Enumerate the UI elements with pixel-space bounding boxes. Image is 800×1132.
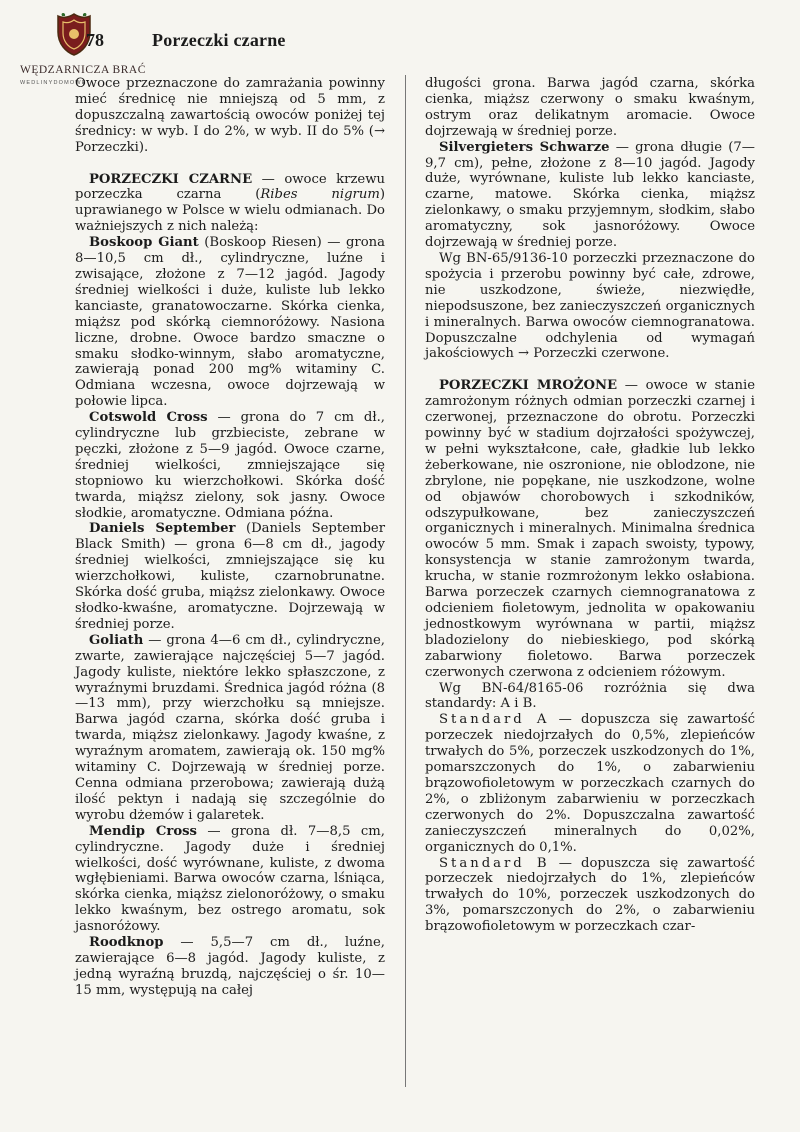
standard-a: [425, 712, 755, 855]
entry-heading: PORZECZKI MROŻONE: [439, 378, 618, 394]
paragraph-continuation: długości grona. Barwa jagód czarna, skórka cienka, miąższ czerwony o smaku kwaśnym, ostrym oraz delikatnym aromacie. Owoce dojrzewają w średniej porze.: [425, 76, 755, 139]
column-divider: [405, 75, 406, 1087]
variety-roodknop: [75, 935, 385, 999]
page-number: 78: [86, 30, 104, 50]
variety-goliath: [75, 633, 385, 824]
variety-boskoop-giant: [75, 235, 385, 410]
variety-name: Goliath: [89, 632, 144, 648]
variety-name: Roodknop: [89, 935, 164, 951]
paragraph-standard-bn64: Wg BN-64/8165-06 rozróżnia się dwa standardy: A i B.: [425, 680, 755, 712]
running-title: Porzeczki czarne: [152, 30, 286, 50]
entry-text: — owoce krzewu porzeczka czarna (: [75, 171, 385, 203]
variety-text: (Boskoop Riesen) — grona 8—10,5 cm dł., cylindryczne, luźne i zwisające, złożone z 7—12 jagód. Jagody średniej wielkości i duże, kuliste lub lekko kanciaste, granatowoczarne. Skórka cienka, miąższ pod skórką ciemnoróżowy. Nasiona liczne, drobne. Owoce bardzo smaczne o smaku słodko-winnym, słabo aromatyczne, zawierają ponad 200 mg% witaminy C. Odmiana wczesna, owoce dojrzewają w połowie lipca.: [75, 235, 386, 410]
variety-text: (Daniels September Black Smith) — grona 6—8 cm dł., jagody średniej wielkości, zmniejszające się ku wierzchołkowi, kuliste, czarnobrunatne. Skórka dość gruba, miąższ zielonkawy. Owoce słodko-kwaśne, aromatyczne. Dojrzewają w średniej porze.: [75, 521, 386, 632]
variety-daniels-september: [75, 521, 385, 632]
standard-label: Standard A: [439, 712, 550, 728]
standard-text: — dopuszcza się zawartość porzeczek niedojrzałych do 0,5%, zlepieńców trwałych do 5%, porzeczek uszkodzonych do 1%, pomarszczonych do 1%, o zabarwieniu brązowofioletowym w porzeczkach czarnych do 2%, o zbliżonym zabarwieniu w porzeczkach czerwonych do 2%. Dopuszczalna zawartość zanieczyszczeń mineralnych do 0,02%, organicznych do 0,1%.: [425, 712, 755, 855]
entry-porzeczki-czarne: [75, 172, 385, 236]
variety-text: — grona 4—6 cm dł., cylindryczne, zwarte, zawierające najczęściej 5—7 jagód. Jagody kuliste, niektóre lekko spłaszczone, z wyraźnymi bruzdami. Średnica jagód różna (8—13 mm), przy wierzchołku są mniejsze. Barwa jagód czarna, skórka dość gruba i twarda, miąższ zielonkawy. Jagody kwaśne, z wyraźnym aromatem, zawierają ok. 150 mg% witaminy C. Dojrzewają w średniej porze. Cenna odmiana przerobowa; zawierają dużą ilość pektyn i nadają się szczególnie do wyrobu dżemów i galaretek.: [75, 632, 385, 823]
standard-label: Standard B: [439, 855, 550, 871]
page-header: [60, 30, 350, 56]
standard-b: [425, 856, 755, 936]
latin-name: Ribes nigrum: [260, 187, 380, 203]
variety-name: Silvergieters Schwarze: [439, 139, 610, 155]
variety-text: — 5,5—7 cm dł., luźne, zawierające 6—8 jagód. Jagody kuliste, z jedną wyraźną bruzdą, najczęściej o śr. 10—15 mm, występują na całej: [75, 935, 385, 998]
entry-heading: PORZECZKI CZARNE: [89, 171, 253, 187]
right-column: [425, 76, 755, 935]
variety-name: Cotswold Cross: [89, 410, 208, 426]
variety-name: Daniels September: [89, 521, 236, 537]
entry-text: — owoce w stanie zamrożonym różnych odmian porzeczki czarnej i czerwonej, przeznaczone do obrotu. Porzeczki powinny być w stadium dojrzałości spożywczej, w pełni wykształcone, całe, gładkie lub lekko żeberkowane, nie oszronione, nie oblodzone, nie zbrylone, nie popękane, nie uszkodzone, wolne od objawów chorobowych i szkodników, odszypułkowane, bez zanieczyszczeń organicznych i mineralnych. Minimalna średnica owoców 5 mm. Smak i zapach swoisty, typowy, konsystencja w stanie zamrożonym twarda, krucha, w stanie rozmrożonym lekko osłabiona. Barwa porzeczek czarnych ciemnogranatowa z odcieniem fioletowym, jednolita w opakowaniu jednostkowym wyrównana w partii, miąższ bladozielony do niebieskiego, pod skórką zabarwiony fioletowo. Barwa porzeczek czerwonych czerwona z odcieniem różowym.: [425, 378, 756, 680]
entry-porzeczki-mrozone: [425, 378, 755, 680]
variety-text: — grona dł. 7—8,5 cm, cylindryczne. Jagody duże i średniej wielkości, dość wyrównane, kuliste, z dwoma wgłębieniami. Barwa owoców czarna, lśniąca, skórka cienka, miąższ zielonoróżowy, o smaku lekko kwaśnym, bez ostrego aromatu, sok jasnoróżowy.: [75, 823, 385, 935]
logo-subtitle: WEDLINYDOMOWE: [20, 80, 87, 86]
variety-silvergieters-schwarze: [425, 140, 755, 251]
logo-name: WĘDZARNICZA BRAĆ: [20, 64, 146, 76]
paragraph-intro: Owoce przeznaczone do zamrażania powinny mieć średnicę nie mniejszą od 5 mm, z dopuszczalną zawartością owoców poniżej tej średnicy: w wyb. I do 2%, w wyb. II do 5% (→ Porzeczki).: [75, 76, 385, 155]
variety-cotswold-cross: [75, 410, 385, 521]
variety-mendip-cross: [75, 824, 385, 935]
variety-name: Mendip Cross: [89, 823, 197, 839]
paragraph-standard-bn65: Wg BN-65/9136-10 porzeczki przeznaczone do spożycia i przerobu powinny być całe, zdrowe, nie uszkodzone, świeże, niezwiędłe, niepodsuszone, bez zanieczyszczeń organicznych i mineralnych. Barwa owoców ciemnogranatowa. Dopuszczalne odchylenia od wymagań jakościowych → Porzeczki czerwone.: [425, 250, 755, 362]
standard-text: — dopuszcza się zawartość porzeczek niedojrzałych do 1%, zlepieńców trwałych do 10%, porzeczek uszkodzonych do 3%, pomarszczonych do 2%, o zabarwieniu brązowofioletowym w porzeczkach czar-: [425, 855, 755, 935]
variety-text: — grona długie (7—9,7 cm), pełne, złożone z 8—10 jagód. Jagody duże, wyrównane, kuliste lub lekko kanciaste, czarne, matowe. Skórka cienka, miąższ zielonkawy, o smaku przyjemnym, słodkim, słabo aromatyczny, sok jasnoróżowy. Owoce dojrzewają w średniej porze.: [425, 139, 755, 251]
variety-text: — grona do 7 cm dł., cylindryczne lub grzbieciste, zebrane w pęczki, złożone z 5—9 jagód. Owoce czarne, średniej wielkości, zmniejszające się stopniowo ku wierzchołkowi. Skórka dość twarda, miąższ zielony, sok jasny. Owoce słodkie, aromatyczne. Odmiana późna.: [75, 410, 385, 521]
entry-text: ) uprawianego w Polsce w wielu odmianach. Do ważniejszych z nich należą:: [75, 187, 385, 235]
variety-name: Boskoop Giant: [89, 235, 199, 251]
left-column: [75, 76, 385, 999]
